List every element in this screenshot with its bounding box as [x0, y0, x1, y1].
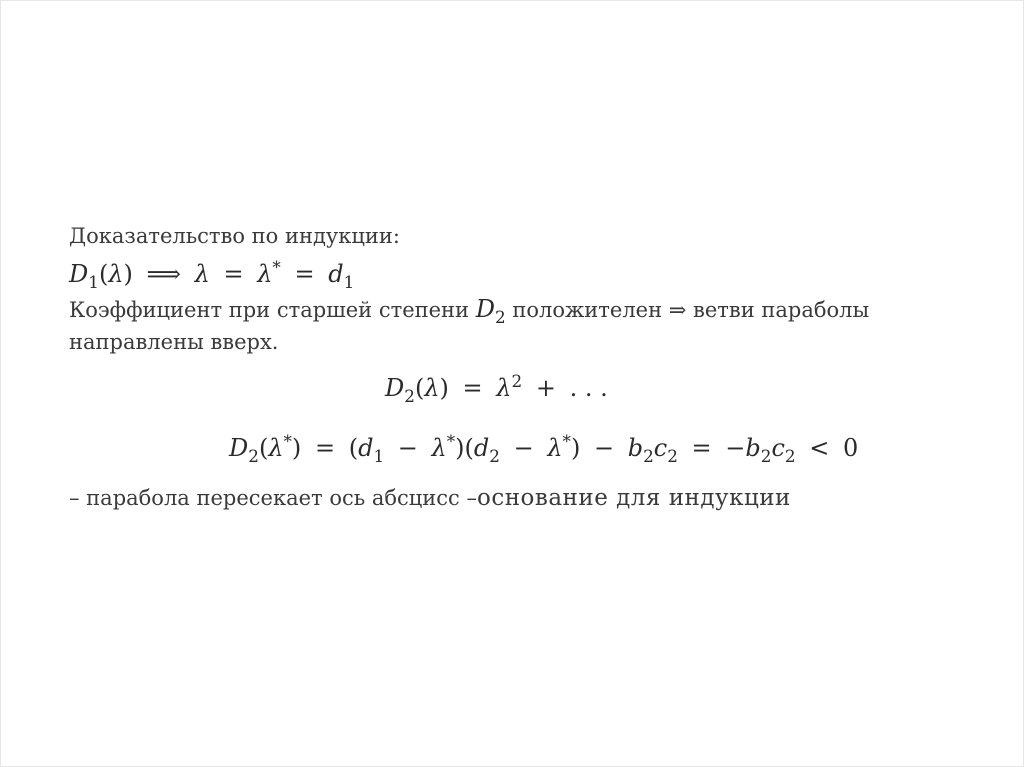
- conclusion-prefix-text: – парабола пересекает ось абсцисс –: [69, 486, 477, 510]
- formula-paren: ): [439, 374, 449, 402]
- formula-subscript: 1: [343, 272, 355, 293]
- formula-superscript: *: [562, 430, 571, 451]
- formula-operator: −: [397, 434, 418, 462]
- formula-paren: (: [464, 434, 474, 462]
- formula-superscript: 2: [511, 370, 523, 391]
- formula-operator: <: [809, 434, 830, 462]
- formula-superscript: *: [272, 256, 281, 277]
- formula-subscript: 2: [489, 446, 500, 467]
- formula-operator: =: [294, 260, 315, 288]
- formula-symbol: b: [627, 434, 644, 462]
- coefficient-statement: [69, 295, 870, 328]
- formula-operator: −: [593, 434, 615, 462]
- formula-operator: =: [691, 434, 712, 462]
- formula-subscript: 2: [667, 446, 678, 467]
- formula-symbol: d: [358, 434, 374, 462]
- formula-paren: (: [258, 434, 269, 462]
- formula-symbol: λ: [108, 260, 124, 288]
- formula-ellipsis: . . .: [569, 374, 608, 402]
- formula-paren: ): [570, 434, 581, 462]
- conclusion-statement: [69, 487, 791, 510]
- formula-symbol: −b: [725, 434, 761, 462]
- formula-symbol: D: [385, 374, 405, 402]
- formula-number: 0: [843, 434, 859, 462]
- direction-statement: [69, 332, 279, 353]
- d2-expansion-formula: [385, 370, 608, 407]
- formula-symbol: λ: [257, 260, 273, 288]
- proof-heading-text: Доказательство по индукции:: [69, 224, 400, 248]
- formula-symbol: λ: [194, 260, 210, 288]
- formula-symbol: D: [69, 260, 89, 288]
- formula-paren: (: [98, 260, 109, 288]
- formula-subscript: 2: [643, 446, 654, 467]
- formula-subscript: 2: [248, 446, 259, 467]
- formula-symbol: λ: [431, 434, 447, 462]
- formula-subscript: 1: [88, 272, 99, 293]
- formula-subscript: 2: [784, 446, 796, 467]
- base-case-formula: [69, 256, 355, 293]
- conclusion-emphasis-text: основание для индукции: [476, 485, 791, 511]
- formula-symbol: d: [473, 434, 490, 462]
- formula-superscript: *: [283, 430, 292, 451]
- formula-operator: =: [314, 434, 336, 462]
- coefficient-text: Коэффициент при старшей степени: [69, 298, 470, 322]
- formula-operator: −: [513, 434, 534, 462]
- formula-symbol: λ: [424, 374, 440, 402]
- formula-symbol: λ: [547, 434, 563, 462]
- formula-subscript: 2: [760, 446, 772, 467]
- formula-subscript: 2: [404, 386, 415, 407]
- formula-subscript: 2: [494, 307, 506, 328]
- formula-symbol: λ: [496, 374, 512, 402]
- formula-symbol: D: [475, 295, 495, 323]
- formula-paren: ): [455, 434, 465, 462]
- formula-paren: (: [348, 434, 359, 462]
- formula-paren: (: [414, 374, 425, 402]
- proof-heading: [69, 226, 400, 247]
- formula-operator: =: [223, 260, 244, 288]
- formula-symbol: c: [653, 434, 668, 462]
- formula-paren: ): [123, 260, 133, 288]
- formula-symbol: D: [229, 434, 249, 462]
- formula-superscript: *: [446, 430, 456, 451]
- direction-text: направлены вверх.: [69, 330, 279, 354]
- formula-operator: +: [535, 374, 556, 402]
- formula-operator: ⟹: [146, 260, 181, 288]
- formula-symbol: c: [771, 434, 785, 462]
- d2-at-lambda-star-formula: [229, 430, 859, 467]
- coefficient-tail-text: положителен ⇒ ветви параболы: [512, 298, 870, 322]
- formula-symbol: λ: [268, 434, 284, 462]
- formula-symbol: d: [328, 260, 344, 288]
- formula-operator: =: [462, 374, 483, 402]
- formula-paren: ): [291, 434, 302, 462]
- formula-subscript: 1: [373, 446, 385, 467]
